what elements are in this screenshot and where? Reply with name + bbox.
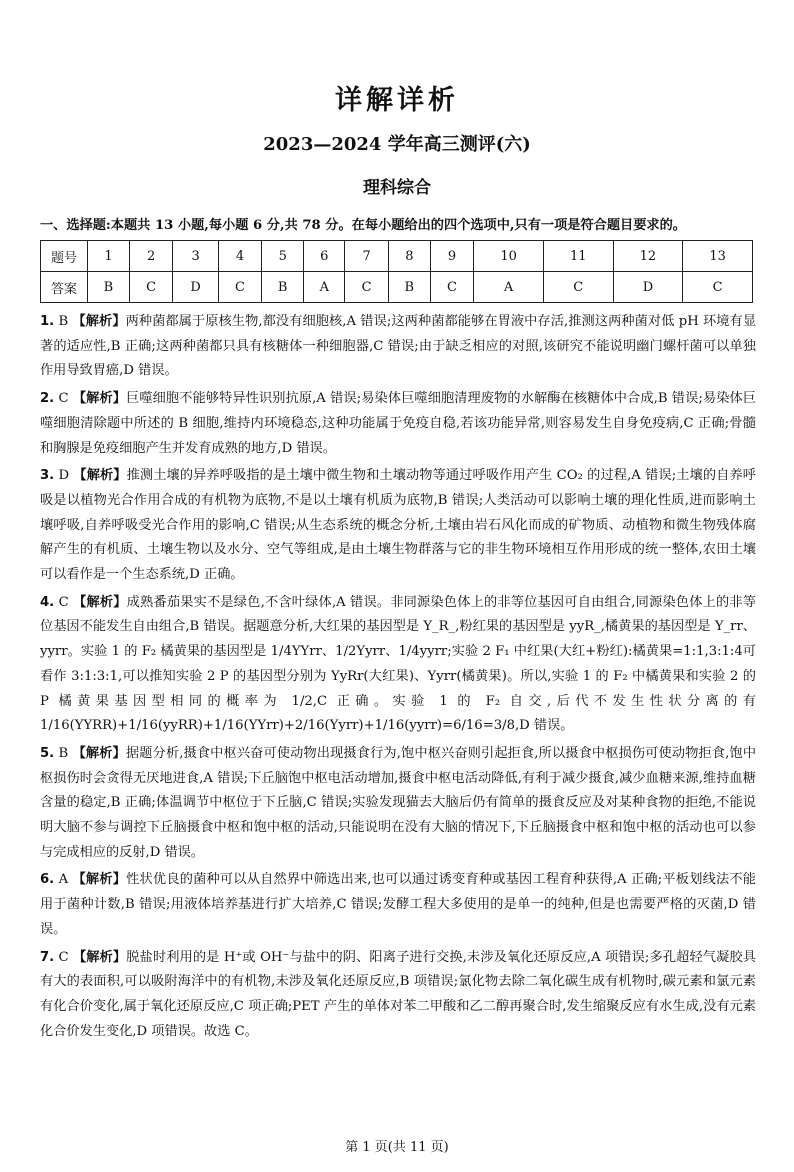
explanation-number: 5.: [40, 745, 55, 761]
answer-cell: C: [430, 272, 473, 303]
explanation-item: [40, 591, 756, 739]
explanation-text: 脱盐时利用的是 H⁺或 OH⁻与盐中的阴、阳离子进行交换,未涉及氧化还原反应,A 项错误;多孔超轻气凝胶具有大的表面积,可以吸附海洋中的有机物,未涉及氧化还原反应,B 项错误;氯化物去除二氧化碳生成有机物时,碳元素和氯元素有化合价变化,属于氧化还原反应,C 项正确;PET 产生的单体对苯二甲酸和乙二醇再聚合时,发生缩聚反应有水生成,没有元素化合价发生变化,D 项错误。故选 C。: [40, 949, 756, 1039]
explanation-number: 6.: [40, 872, 55, 888]
explanation-answer: B: [58, 745, 69, 761]
explanation-item: [40, 946, 756, 1045]
answer-cell: A: [474, 272, 544, 303]
answer-cell: D: [173, 272, 218, 303]
explanation-text: 两种菌都属于原核生物,都没有细胞核,A 错误;这两种菌都能够在胃液中存活,推测这两种菌对低 pH 环境有显著的适应性,B 正确;这两种菌都只具有核糖体一种细胞器,C 错误;由于缺乏相应的对照,该研究不能说明幽门螺杆菌可以单独作用导致胃癌,D 错误。: [40, 314, 757, 379]
answer-cell: A: [304, 272, 345, 303]
page-footer: 第 1 页(共 11 页): [345, 1140, 449, 1155]
question-number-cell: 2: [129, 241, 172, 272]
explanation-text: 成熟番茄果实不是绿色,不含叶绿体,A 错误。非同源染色体上的非等位基因可自由组合,同源染色体上的非等位基因不能发生自由组合,B 错误。据题意分析,大红果的基因型是 Y_R_,粉红果的基因型是 yyR_,橘黄果的基因型是 Y_rr、yyrr。实验 1 的 F₂ 橘黄果的基因型是 1/4YYrr、1/2Yyrr、1/4yyrr;实验 2 F₁ 中红果(大红+粉红):橘黄果=1:1,3:1:4可看作 3:1:3:1,可以推知实验 2 P 的基因型分别为 YyRr(大红果)、Yyrr(橘黄果)。所以,实验 1 的 F₂ 中橘黄果和实验 2 的 P 橘黄果基因型相同的概率为 1/2,C 正确。实验 1 的 F₂ 自交,后代不发生性状分离的有 1/16(YYRR)+1/16(yyRR)+1/16(YYrr)+2/16(Yyrr)+1/16(yyrr)=6/16=3/8,D 错误。: [40, 594, 756, 734]
explanation-number: 2.: [40, 391, 55, 407]
question-number-cell: 9: [430, 241, 473, 272]
question-number-cell: 11: [543, 241, 613, 272]
question-number-cell: 3: [173, 241, 218, 272]
explanation-tag: 【解析】: [72, 391, 127, 407]
exam-subtitle: 2023—2024 学年高三测评(六): [263, 134, 531, 155]
explanation-text: 巨噬细胞不能够特异性识别抗原,A 错误;易染体巨噬细胞清理废物的水解酶在核糖体中合成,B 错误;易染体巨噬细胞清除题中所述的 B 细胞,维持内环境稳态,这种功能属于免疫自稳,若该功能异常,则容易发生自身免疫病,C 正确;骨髓和胸腺是免疫细胞产生并发育成熟的地方,D 错误。: [40, 391, 756, 456]
answer-row-label: 答案: [41, 272, 88, 303]
explanation-text: 性状优良的菌种可以从自然界中筛选出来,也可以通过诱变育种或基因工程育种获得,A 正确;平板划线法不能用于菌种计数,B 错误;用液体培养基进行扩大培养,C 错误;发酵工程大多使用的是单一的纯种,但是也需要严格的灭菌,D 错误。: [40, 872, 756, 937]
explanation-item: [40, 310, 756, 384]
question-number-cell: 12: [613, 241, 683, 272]
explanation-number: 1.: [40, 314, 55, 329]
answer-table-answer-row: [41, 272, 753, 303]
answer-cell: C: [543, 272, 613, 303]
explanation-number: 7.: [40, 949, 55, 965]
explanation-item: [40, 464, 756, 588]
question-number-cell: 6: [304, 241, 345, 272]
explanation-answer: A: [58, 872, 69, 888]
explanation-tag: 【解析】: [73, 594, 127, 610]
explanation-number: 4.: [40, 594, 55, 610]
answer-cell: D: [613, 272, 683, 303]
explanation-tag: 【解析】: [72, 949, 127, 965]
explanation-tag: 【解析】: [72, 872, 127, 888]
explanation-number: 3.: [40, 468, 55, 484]
explanation-tag: 【解析】: [72, 314, 126, 329]
explanation-list: [40, 310, 756, 1047]
explanation-answer: C: [58, 391, 69, 407]
question-number-cell: 5: [262, 241, 304, 272]
question-number-cell: 7: [345, 241, 388, 272]
explanation-answer: C: [58, 949, 69, 965]
explanation-tag: 【解析】: [72, 745, 126, 761]
explanation-text: 推测土壤的异养呼吸指的是土壤中微生物和土壤动物等通过呼吸作用产生 CO₂ 的过程,A 错误;土壤的自养呼吸是以植物光合作用合成的有机物为底物,不是以土壤有机质为底物,B 错误;人类活动可以影响土壤的理化性质,进而影响土壤呼吸,自养呼吸受光合作用的影响,C 错误;从生态系统的概念分析,土壤由岩石风化而成的矿物质、动植物和微生物残体腐解产生的有机质、土壤生物以及水分、空气等组成,是由土壤生物群落与它的非生物环境相互作用形成的统一整体,农田土壤可以看作是一个生态系统,D 正确。: [40, 468, 756, 583]
number-row-label: 题号: [41, 241, 88, 272]
subject-heading: 理科综合: [363, 178, 431, 198]
answer-cell: C: [683, 272, 753, 303]
explanation-answer: D: [58, 468, 70, 484]
explanation-item: [40, 387, 756, 461]
answer-cell: C: [218, 272, 261, 303]
explanation-text: 据题分析,摄食中枢兴奋可使动物出现摄食行为,饱中枢兴奋则引起拒食,所以摄食中枢损伤可使动物拒食,饱中枢损伤时会贪得无厌地进食,A 错误;下丘脑饱中枢电活动增加,摄食中枢电活动降低,有利于减少摄食,减少血糖来源,维持血糖含量的稳定,B 正确;体温调节中枢位于下丘脑,C 错误;实验发现猫去大脑后仍有简单的摄食反应及对某种食物的拒绝,不能说明大脑不参与调控下丘脑摄食中枢和饱中枢的活动,只能说明在没有大脑的情况下,下丘脑摄食中枢和饱中枢的活动也可以参与完成相应的反射,D 错误。: [40, 745, 757, 860]
answer-table: [40, 240, 753, 303]
question-number-cell: 4: [218, 241, 261, 272]
explanation-item: [40, 742, 756, 866]
question-number-cell: 13: [683, 241, 753, 272]
question-number-cell: 8: [388, 241, 430, 272]
answer-cell: B: [388, 272, 430, 303]
explanation-answer: B: [58, 314, 69, 329]
question-number-cell: 1: [88, 241, 130, 272]
explanation-tag: 【解析】: [73, 468, 127, 484]
explanation-item: [40, 868, 756, 942]
question-number-cell: 10: [474, 241, 544, 272]
answer-cell: B: [262, 272, 304, 303]
answer-cell: C: [345, 272, 388, 303]
answer-cell: C: [129, 272, 172, 303]
answer-cell: B: [88, 272, 130, 303]
explanation-answer: C: [58, 594, 69, 610]
page-title: 详解详析: [335, 85, 459, 116]
answer-table-number-row: [41, 241, 753, 272]
section-instruction: 一、选择题:本题共 13 小题,每小题 6 分,共 78 分。在每小题给出的四个选项中,只有一项是符合题目要求的。: [40, 218, 686, 233]
